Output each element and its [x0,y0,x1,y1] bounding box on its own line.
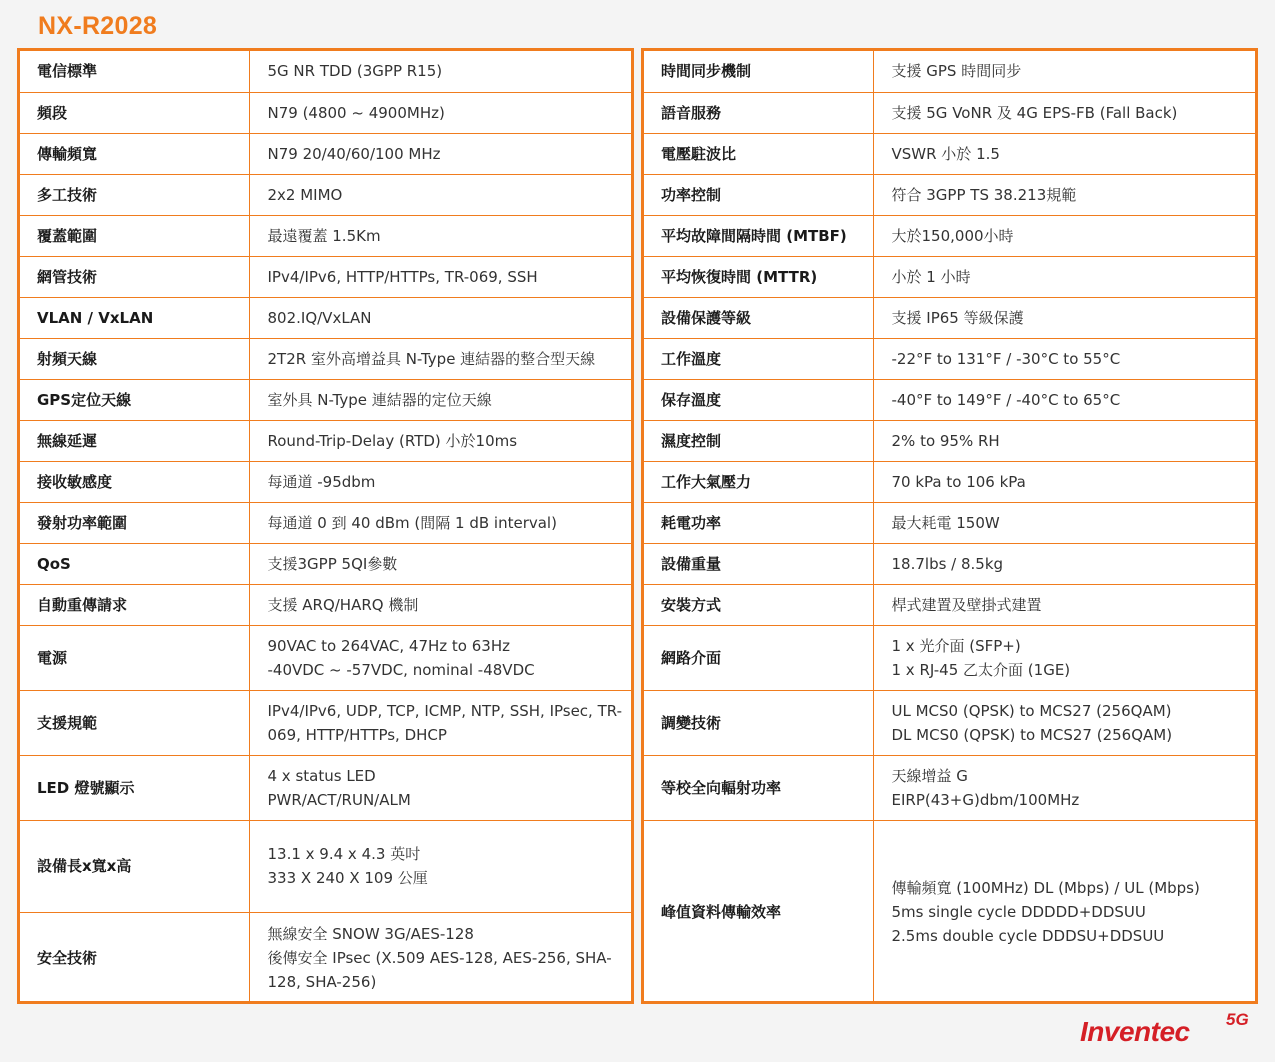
spec-value: 支援 GPS 時間同步 [873,51,1255,92]
spec-row [20,297,631,338]
spec-label: 頻段 [20,92,249,133]
spec-value: 1 x 光介面 (SFP+) 1 x RJ-45 乙太介面 (1GE) [873,625,1255,690]
spec-label: 無線延遲 [20,420,249,461]
spec-row [644,379,1255,420]
spec-row [20,820,631,912]
spec-row [20,379,631,420]
spec-value: N79 (4800 ~ 4900MHz) [249,92,631,133]
spec-value: 支援3GPP 5QI參數 [249,543,631,584]
spec-row [20,584,631,625]
spec-value: 小於 1 小時 [873,256,1255,297]
spec-row [644,502,1255,543]
spec-value: 室外具 N-Type 連結器的定位天線 [249,379,631,420]
spec-row [644,215,1255,256]
spec-label: 網管技術 [20,256,249,297]
spec-row [644,584,1255,625]
spec-row [644,256,1255,297]
spec-label: 峰值資料傳輸效率 [644,820,873,1003]
spec-label: 平均故障間隔時間 (MTBF) [644,215,873,256]
spec-value: 桿式建置及壁掛式建置 [873,584,1255,625]
spec-row [20,543,631,584]
spec-row [644,51,1255,92]
spec-label: 設備保護等級 [644,297,873,338]
spec-label: 工作大氣壓力 [644,461,873,502]
spec-label: 自動重傳請求 [20,584,249,625]
spec-value: 支援 IP65 等級保護 [873,297,1255,338]
spec-row [644,92,1255,133]
spec-value: 70 kPa to 106 kPa [873,461,1255,502]
spec-label: 傳輸頻寬 [20,133,249,174]
spec-label: 接收敏感度 [20,461,249,502]
spec-label: 功率控制 [644,174,873,215]
spec-row [20,92,631,133]
spec-value: 2T2R 室外高增益具 N-Type 連結器的整合型天線 [249,338,631,379]
spec-value: 每通道 -95dbm [249,461,631,502]
spec-row [644,420,1255,461]
spec-value: UL MCS0 (QPSK) to MCS27 (256QAM) DL MCS0 (QPSK) to MCS27 (256QAM) [873,690,1255,755]
spec-label: 安裝方式 [644,584,873,625]
spec-row [644,297,1255,338]
spec-label: 設備重量 [644,543,873,584]
spec-label: QoS [20,543,249,584]
spec-label: 發射功率範圍 [20,502,249,543]
spec-value: 90VAC to 264VAC, 47Hz to 63Hz -40VDC ~ -57VDC, nominal -48VDC [249,625,631,690]
page-title: NX-R2028 [38,12,158,40]
spec-label: 多工技術 [20,174,249,215]
spec-label: 網路介面 [644,625,873,690]
spec-value: 支援 ARQ/HARQ 機制 [249,584,631,625]
spec-label: LED 燈號顯示 [20,755,249,820]
spec-value: 符合 3GPP TS 38.213規範 [873,174,1255,215]
spec-row [20,51,631,92]
logo-brand: Inventec [1080,1016,1190,1047]
spec-row [20,215,631,256]
spec-row [20,461,631,502]
spec-label: 等校全向輻射功率 [644,755,873,820]
spec-row [644,174,1255,215]
spec-row [20,174,631,215]
spec-label: 電信標準 [20,51,249,92]
spec-value: Round-Trip-Delay (RTD) 小於10ms [249,420,631,461]
spec-label: 調變技術 [644,690,873,755]
spec-table-right-grid [644,51,1255,1003]
spec-row [20,625,631,690]
spec-value: -40°F to 149°F / -40°C to 65°C [873,379,1255,420]
spec-row [644,338,1255,379]
spec-value: 13.1 x 9.4 x 4.3 英吋 333 X 240 X 109 公厘 [249,820,631,912]
spec-row [20,338,631,379]
spec-label: VLAN / VxLAN [20,297,249,338]
spec-label: 保存溫度 [644,379,873,420]
spec-label: 設備長x寬x高 [20,820,249,912]
spec-label: 電壓駐波比 [644,133,873,174]
spec-label: 平均恢復時間 (MTTR) [644,256,873,297]
spec-table-right [641,48,1258,1004]
spec-value: VSWR 小於 1.5 [873,133,1255,174]
spec-row [644,461,1255,502]
spec-row [20,912,631,1003]
spec-label: 濕度控制 [644,420,873,461]
spec-row [20,690,631,755]
spec-value: N79 20/40/60/100 MHz [249,133,631,174]
spec-value: 無線安全 SNOW 3G/AES-128 後傳安全 IPsec (X.509 AES-128, AES-256, SHA-128, SHA-256) [267,924,612,991]
spec-row [644,820,1255,1003]
spec-row [20,502,631,543]
spec-table-left [17,48,634,1004]
spec-table-left-grid [20,51,631,1003]
spec-value: 支援 5G VoNR 及 4G EPS-FB (Fall Back) [873,92,1255,133]
spec-row [20,256,631,297]
spec-row [644,625,1255,690]
spec-label: 射頻天線 [20,338,249,379]
spec-value: 最遠覆蓋 1.5Km [249,215,631,256]
spec-value: 每通道 0 到 40 dBm (間隔 1 dB interval) [249,502,631,543]
spec-value: IPv4/IPv6, UDP, TCP, ICMP, NTP, SSH, IPsec, TR-069, HTTP/HTTPs, DHCP [249,690,631,755]
spec-value: 最大耗電 150W [873,502,1255,543]
spec-value: 大於150,000小時 [873,215,1255,256]
spec-label: 語音服務 [644,92,873,133]
spec-value: 5G NR TDD (3GPP R15) [249,51,631,92]
spec-value: 802.IQ/VxLAN [249,297,631,338]
spec-row [644,543,1255,584]
spec-value: 天線增益 G EIRP(43+G)dbm/100MHz [873,755,1255,820]
spec-value: IPv4/IPv6, HTTP/HTTPs, TR-069, SSH [249,256,631,297]
spec-label: 耗電功率 [644,502,873,543]
spec-row [20,755,631,820]
spec-row [20,420,631,461]
spec-row [644,690,1255,755]
spec-label: 工作溫度 [644,338,873,379]
spec-label: 時間同步機制 [644,51,873,92]
spec-label: 電源 [20,625,249,690]
spec-label: 支援規範 [20,690,249,755]
spec-value: 傳輸頻寬 (100MHz) DL (Mbps) / UL (Mbps) 5ms single cycle DDDDD+DDSUU 2.5ms double cycle DDDSU+DDSUU [891,878,1200,945]
spec-value: 2% to 95% RH [873,420,1255,461]
inventec-logo [1080,1010,1265,1050]
spec-value: 2x2 MIMO [249,174,631,215]
spec-value: 18.7lbs / 8.5kg [873,543,1255,584]
logo-5g-badge: 5G [1226,1010,1249,1029]
spec-row [644,133,1255,174]
spec-value: 4 x status LED PWR/ACT/RUN/ALM [249,755,631,820]
spec-row [20,133,631,174]
spec-label: 安全技術 [20,912,249,1003]
spec-label: 覆蓋範圍 [20,215,249,256]
spec-label: GPS定位天線 [20,379,249,420]
spec-row [644,755,1255,820]
spec-value: -22°F to 131°F / -30°C to 55°C [873,338,1255,379]
